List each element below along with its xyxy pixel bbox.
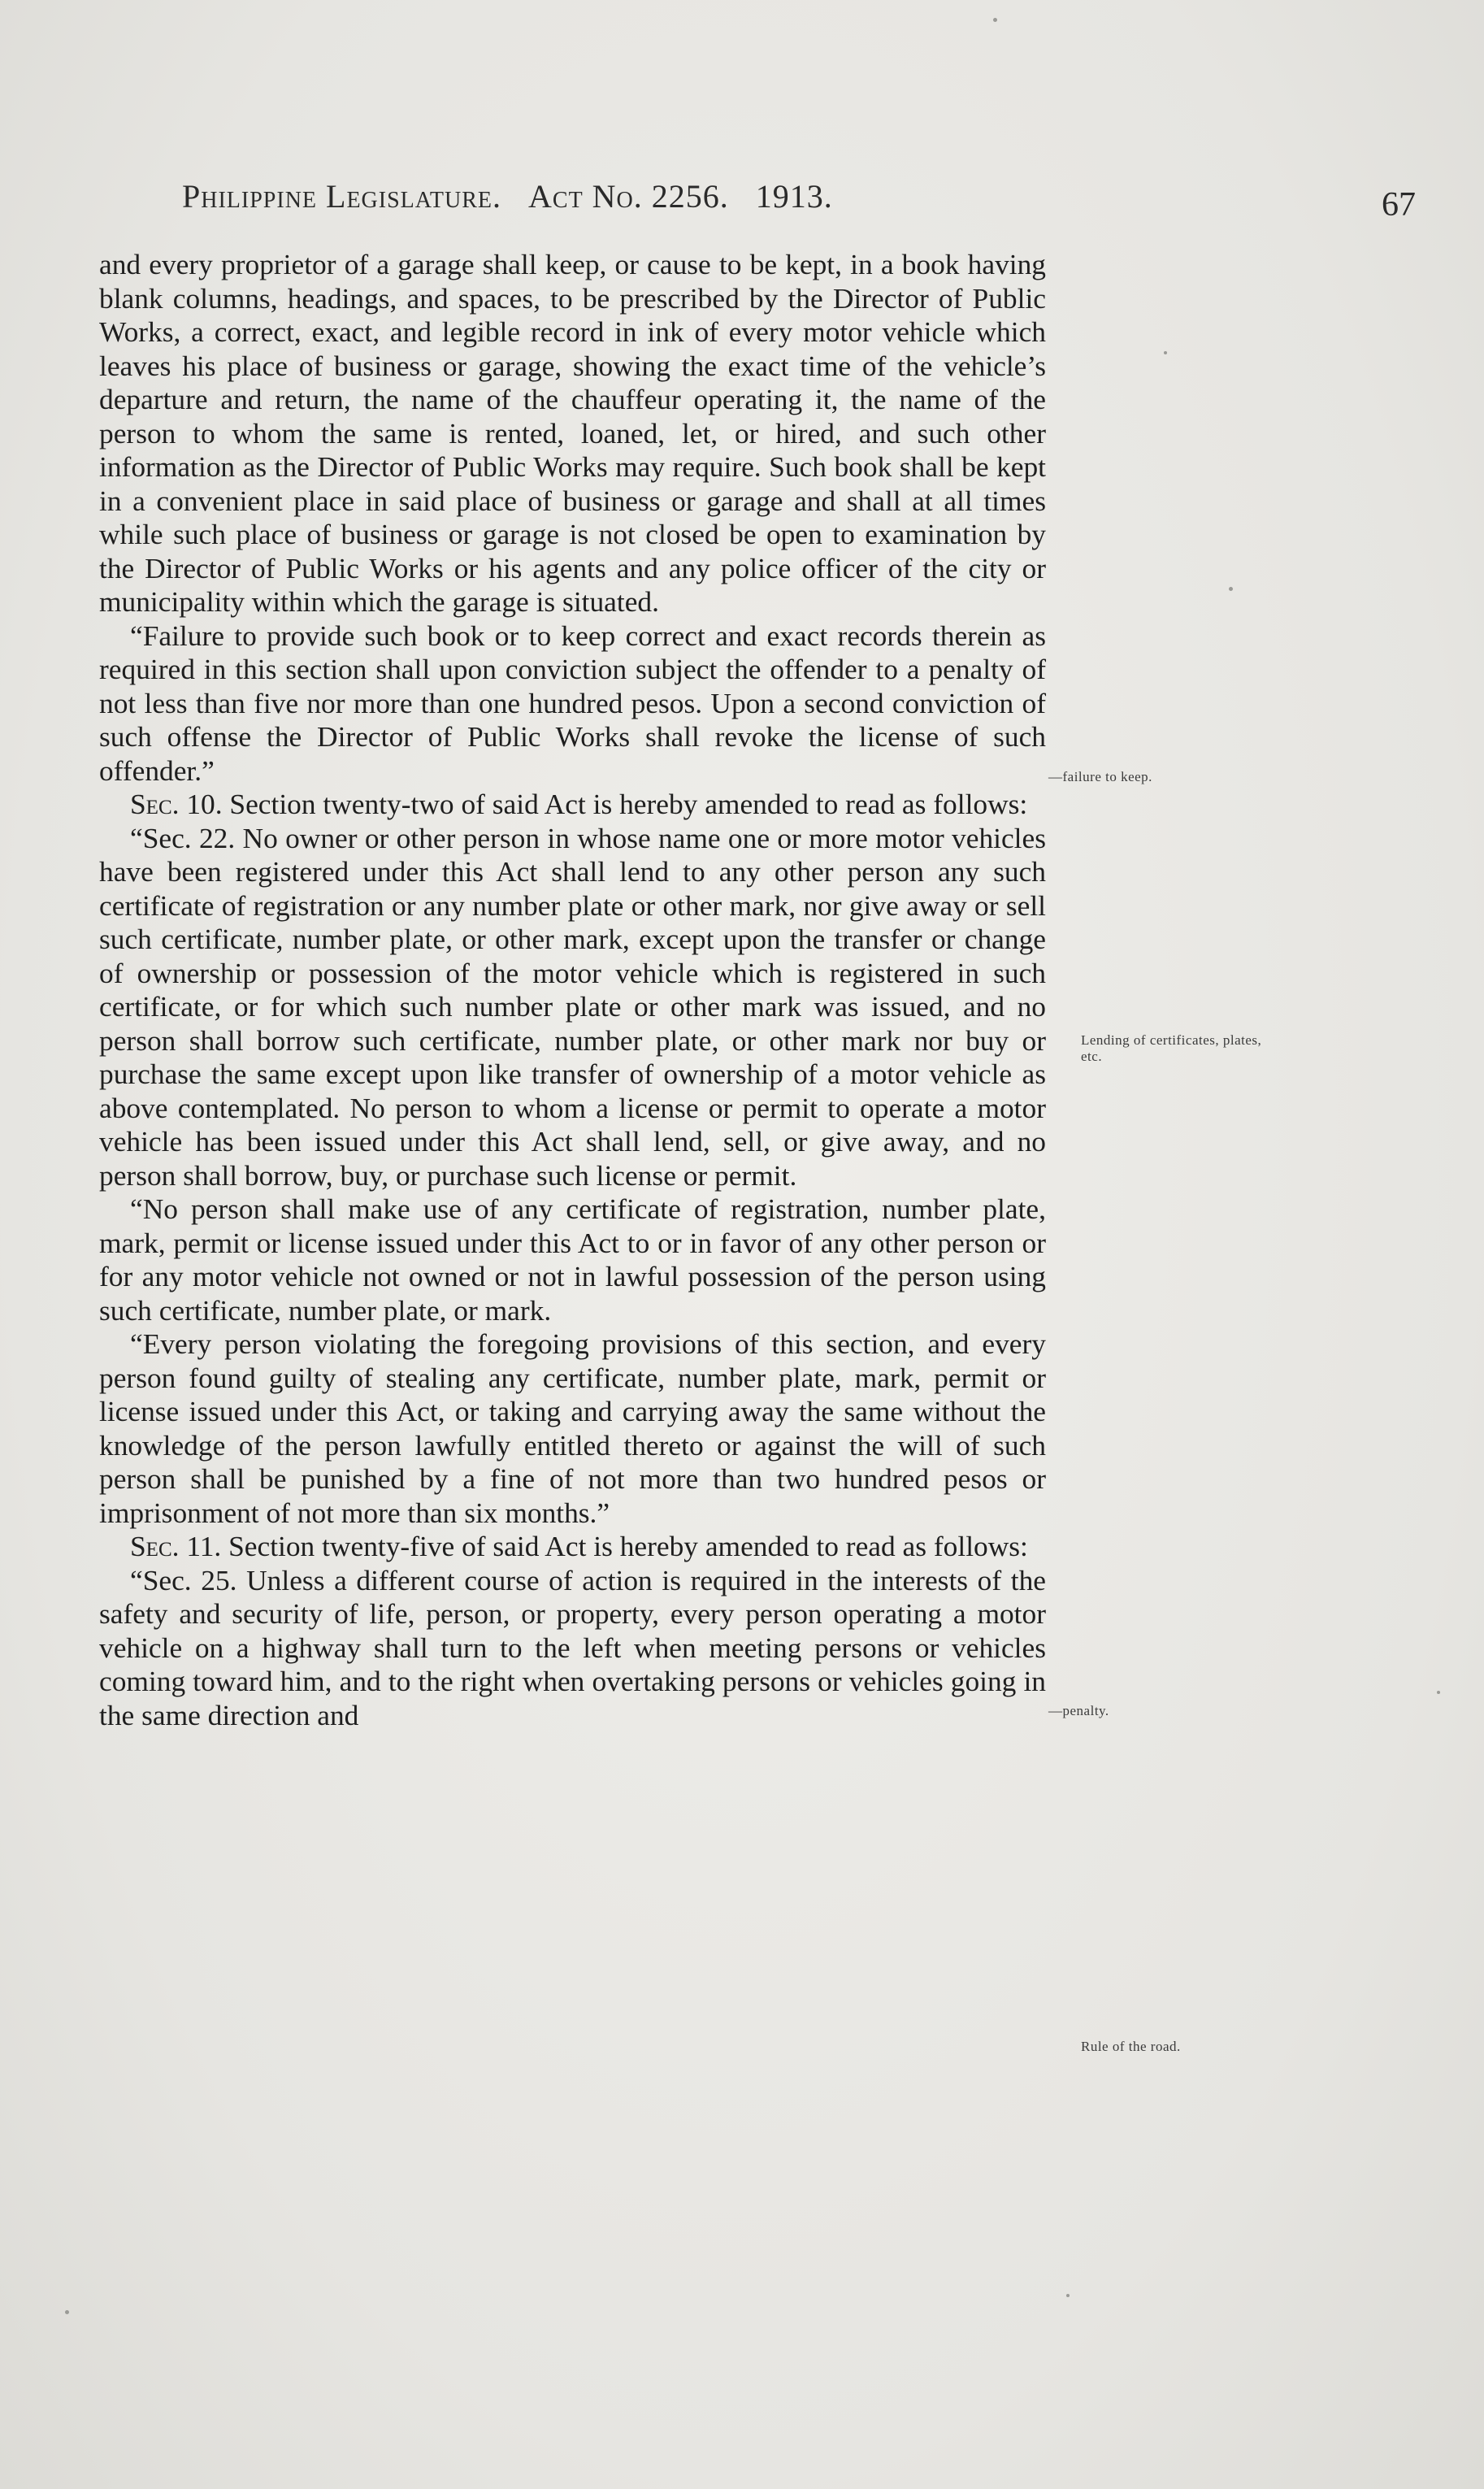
paragraph-7 xyxy=(99,1530,1046,1564)
paragraph-6: “Every person violating the foregoing provisions of this section, and every person found guilty of stealing any certificate, number plate, mark, permit or license issued under this Act, or taking and carrying away the same without the knowledge of the person lawfully entitled thereto or against the will of such person shall be punished by a fine of not more than two hundred pesos or imprisonment of not more than six months.” xyxy=(99,1327,1046,1529)
margin-note-failure-to-keep: —failure to keep. xyxy=(1048,769,1152,784)
paragraph-1: and every proprietor of a garage shall keep, or cause to be kept, in a book having blank columns, headings, and spaces, to be prescribed by the Director of Public Works, a correct, exact, and legible record in ink of every motor vehicle which leaves his place of business or garage, showing the exact time of the vehicle’s departure and return, the name of the chauffeur operating it, the name of the person to whom the same is rented, loaned, let, or hired, and such other information as the Director of Public Works may require. Such book shall be kept in a convenient place in said place of business or garage and shall at all times while such place of business or garage is not closed be open to examination by the Director of Public Works or his agents and any police officer of the city or municipality within which the garage is situated. xyxy=(99,248,1046,618)
paper-speck xyxy=(1066,2294,1070,2297)
paragraph-8: “Sec. 25. Unless a different course of action is required in the interests of the safety and security of life, person, or property, every person operating a motor vehicle on a highway shall turn to the left when meeting persons or vehicles coming toward him, and to the right when overtaking persons or vehicles going in the same direction and xyxy=(99,1563,1046,1731)
paper-speck xyxy=(1164,351,1167,354)
header-legislature: Philippine Legislature. xyxy=(182,178,501,215)
body-text xyxy=(99,248,1046,1732)
section-label-10: Sec. 10. xyxy=(130,788,223,820)
running-header xyxy=(182,177,995,215)
margin-note-lending-of-certificates: Lending of certificates, plates, etc. xyxy=(1081,1032,1262,1064)
section-label-11: Sec. 11. xyxy=(130,1530,222,1562)
margin-note-rule-of-the-road: Rule of the road. xyxy=(1081,2039,1181,2054)
margin-note-penalty: —penalty. xyxy=(1048,1703,1109,1718)
paragraph-7-text: Section twenty-five of said Act is hereby amended to read as follows: xyxy=(221,1530,1028,1562)
paper-speck xyxy=(1437,1691,1440,1694)
paper-speck xyxy=(993,18,997,22)
paragraph-2: “Failure to provide such book or to keep correct and exact records therein as required in this section shall upon conviction subject the offender to a penalty of not less than five nor more than one hundred pesos. Upon a second conviction of such offense the Director of Public Works shall revoke the license of such offender.” xyxy=(99,619,1046,787)
paper-speck xyxy=(65,2310,69,2314)
page-number: 67 xyxy=(1382,186,1416,224)
paragraph-3-text: Section twenty-two of said Act is hereby amended to read as follows: xyxy=(222,788,1028,820)
paragraph-3 xyxy=(99,788,1046,822)
header-act-number: Act No. 2256. xyxy=(528,178,729,215)
paragraph-5: “No person shall make use of any certificate of registration, number plate, mark, permit or license issued under this Act to or in favor of any other person or for any motor vehicle not owned or not in lawful possession of the person using such certificate, number plate, or mark. xyxy=(99,1192,1046,1327)
header-year: 1913. xyxy=(755,178,833,215)
paper-speck xyxy=(1229,587,1233,591)
paragraph-4: “Sec. 22. No owner or other person in whose name one or more motor vehicles have been registered under this Act shall lend to any other person any such certificate of registration or any number plate or other mark, nor give away or sell such certificate, number plate, or other mark, except upon the transfer or change of ownership or possession of the motor vehicle which is registered in such certificate, or for which such number plate or other mark was issued, and no person shall borrow such certificate, number plate, or other mark nor buy or purchase the same except upon like transfer of ownership of a motor vehicle as above contemplated. No person to whom a license or permit to operate a motor vehicle has been issued under this Act shall lend, sell, or give away, and no person shall borrow, buy, or purchase such license or permit. xyxy=(99,821,1046,1192)
